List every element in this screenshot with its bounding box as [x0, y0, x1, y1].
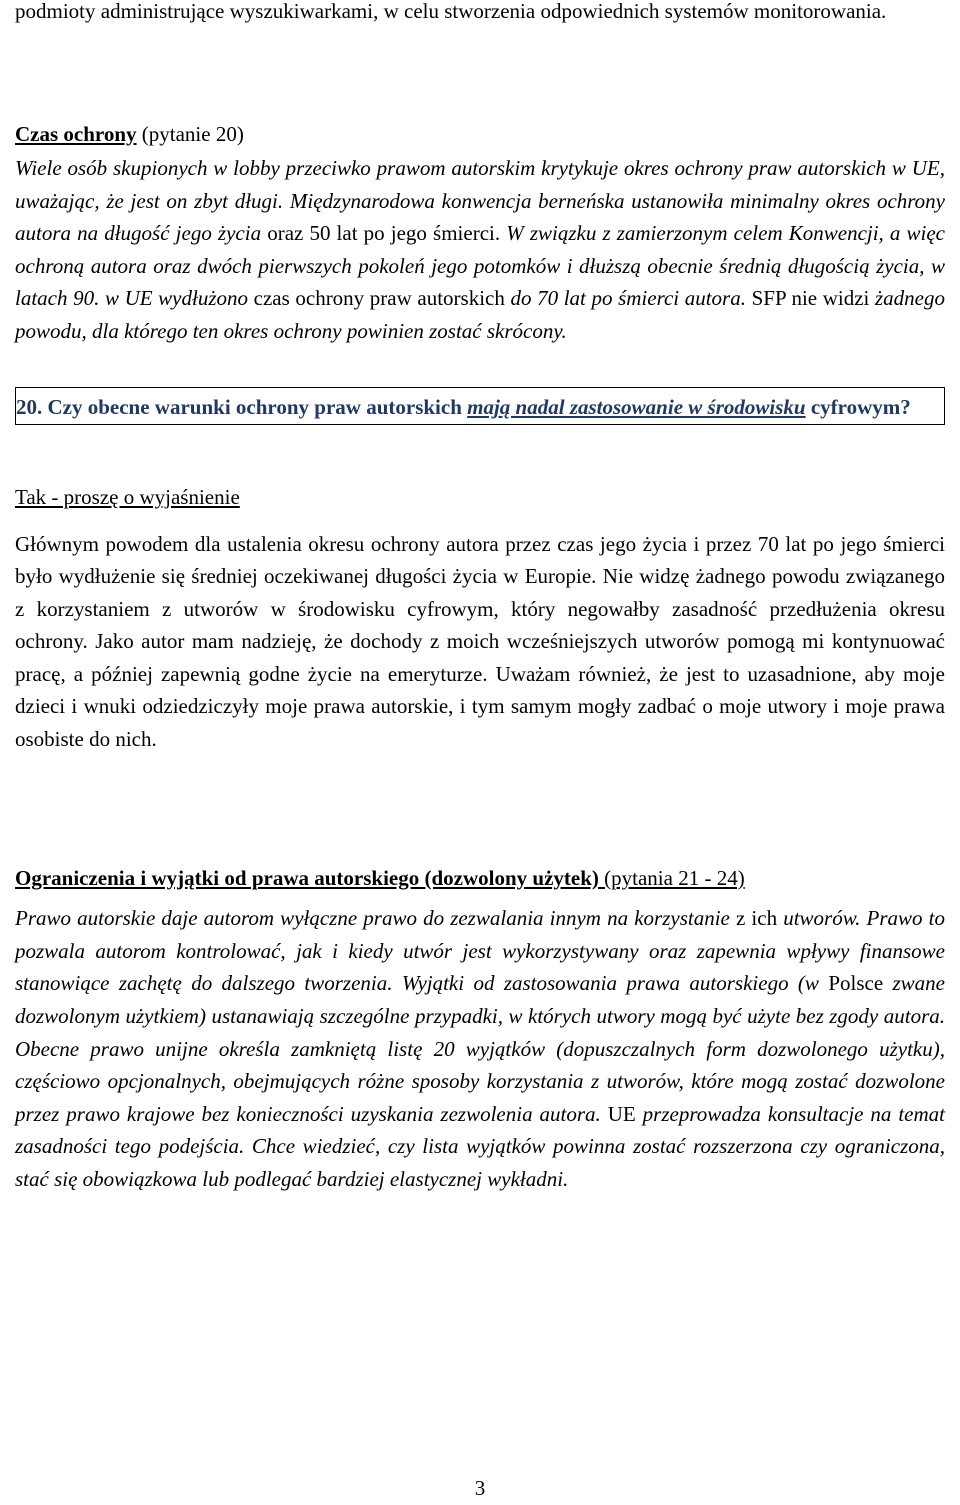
section1-body-italic-1: Wiele osób skupionych w lobby przeciwko prawom autorskim krytykuje okres ochrony praw autorskich w UE, uważając, że jest on zbyt długi. Międzynarodowa konwencja berneńska ustanowiła minimalny okres ochrony autora na długość jego życia	[15, 156, 945, 245]
question-italic-text: mają nadal zastosowanie w środowisku	[467, 395, 806, 419]
section1-title-suffix: (pytanie 20)	[136, 121, 244, 146]
section2-body-plain-1: z ich	[729, 906, 784, 931]
section1-body-italic-3: do 70 lat po śmierci autora.	[510, 286, 746, 310]
section2-heading	[15, 862, 945, 895]
section1-body-plain-3: SFP nie widzi	[745, 286, 875, 310]
section1-body	[15, 152, 945, 347]
answer-label-text: Tak - proszę o wyjaśnienie	[15, 485, 240, 509]
intro-paragraph	[15, 0, 945, 28]
section1-body-italic-2: W związku z zamierzonym celem Konwencji, a więc ochroną autora oraz dwóch pierwszych pokoleń jego potomków i dłuższą obecnie średnią długością życia, w latach 90. w UE wydłużono	[15, 221, 946, 310]
section2-title: Ograniczenia i wyjątki od prawa autorskiego (dozwolony użytek)	[15, 865, 599, 890]
question-main-text: Czy obecne warunki ochrony praw autorskich	[42, 395, 468, 419]
question-20-box	[15, 387, 945, 425]
section2-body-italic-4: przeprowadza konsultacje na temat zasadności tego podejścia. Chce wiedzieć, czy lista wyjątków powinna zostać rozszerzona czy ograniczona, stać się obowiązkowa lub podlegać bardziej elastycznej wykładni.	[15, 1101, 946, 1191]
question-end-text: cyfrowym?	[805, 395, 911, 419]
section1-body-plain-1: oraz 50 lat po jego śmierci.	[267, 221, 507, 245]
section1-body-italic-4: żadnego powodu, dla którego ten okres ochrony powinien zostać skrócony.	[15, 286, 945, 343]
document-page	[15, 0, 945, 1196]
answer-label	[15, 481, 945, 514]
page-number: 3	[474, 1476, 486, 1500]
question-number: 20.	[16, 395, 43, 419]
section1-heading	[15, 118, 945, 151]
section2-title-suffix: (pytania 21 - 24)	[598, 865, 745, 890]
section2-body-italic-2: utworów. Prawo to pozwala autorom kontrolować, jak i kiedy utwór jest wykorzystywany oraz zapewnia wpływy finansowe stanowiące zachętę do dalszego tworzenia. Wyjątki od zastosowania prawa autorskiego (w	[15, 906, 945, 996]
answer-body: Głównym powodem dla ustalenia okresu ochrony autora przez czas jego życia i przez 70 lat po jego śmierci było wydłużenie się średniej oczekiwanej długości życia w Europie. Nie widzę żadnego powodu związanego z korzystaniem z utworów w środowisku cyfrowym, który negowałby zasadność przedłużenia okresu ochrony. Jako autor mam nadzieję, że dochody z moich wcześniejszych utworów pomogą mi kontynuować pracę, a później zapewnią godne życie na emeryturze. Uważam również, że jest to uzasadnione, aby moje dzieci i wnuki odziedziczyły moje prawa autorskie, i tym samym mogły zadbać o moje utwory i moje prawa osobiste do nich.	[15, 531, 945, 752]
section2-body-plain-3: UE	[607, 1101, 636, 1126]
section1-title: Czas ochrony	[15, 121, 137, 146]
section2-body-italic-1: Prawo autorskie daje autorom wyłączne prawo do zezwalania innym na korzystanie	[15, 906, 730, 931]
section2-body	[15, 902, 945, 1195]
intro-text: podmioty administrujące wyszukiwarkami, w celu stworzenia odpowiednich systemów monitorowania.	[15, 0, 887, 23]
section1-body-plain-2: czas ochrony praw autorskich	[253, 286, 511, 310]
section2-body-italic-3: zwane dozwolonym użytkiem) ustanawiają szczególne przypadki, w których utwory mogą być użyte bez zgody autora. Obecne prawo unijne określa zamkniętą listę 20 wyjątków (dopuszczalnych form dozwolonego użytku), częściowo opcjonalnych, obejmujących różne sposoby korzystania z utworów, które mogą zostać dozwolone przez prawo krajowe bez konieczności uzyskania zezwolenia autora.	[15, 971, 946, 1126]
section2-body-plain-2: Polsce	[828, 971, 884, 996]
